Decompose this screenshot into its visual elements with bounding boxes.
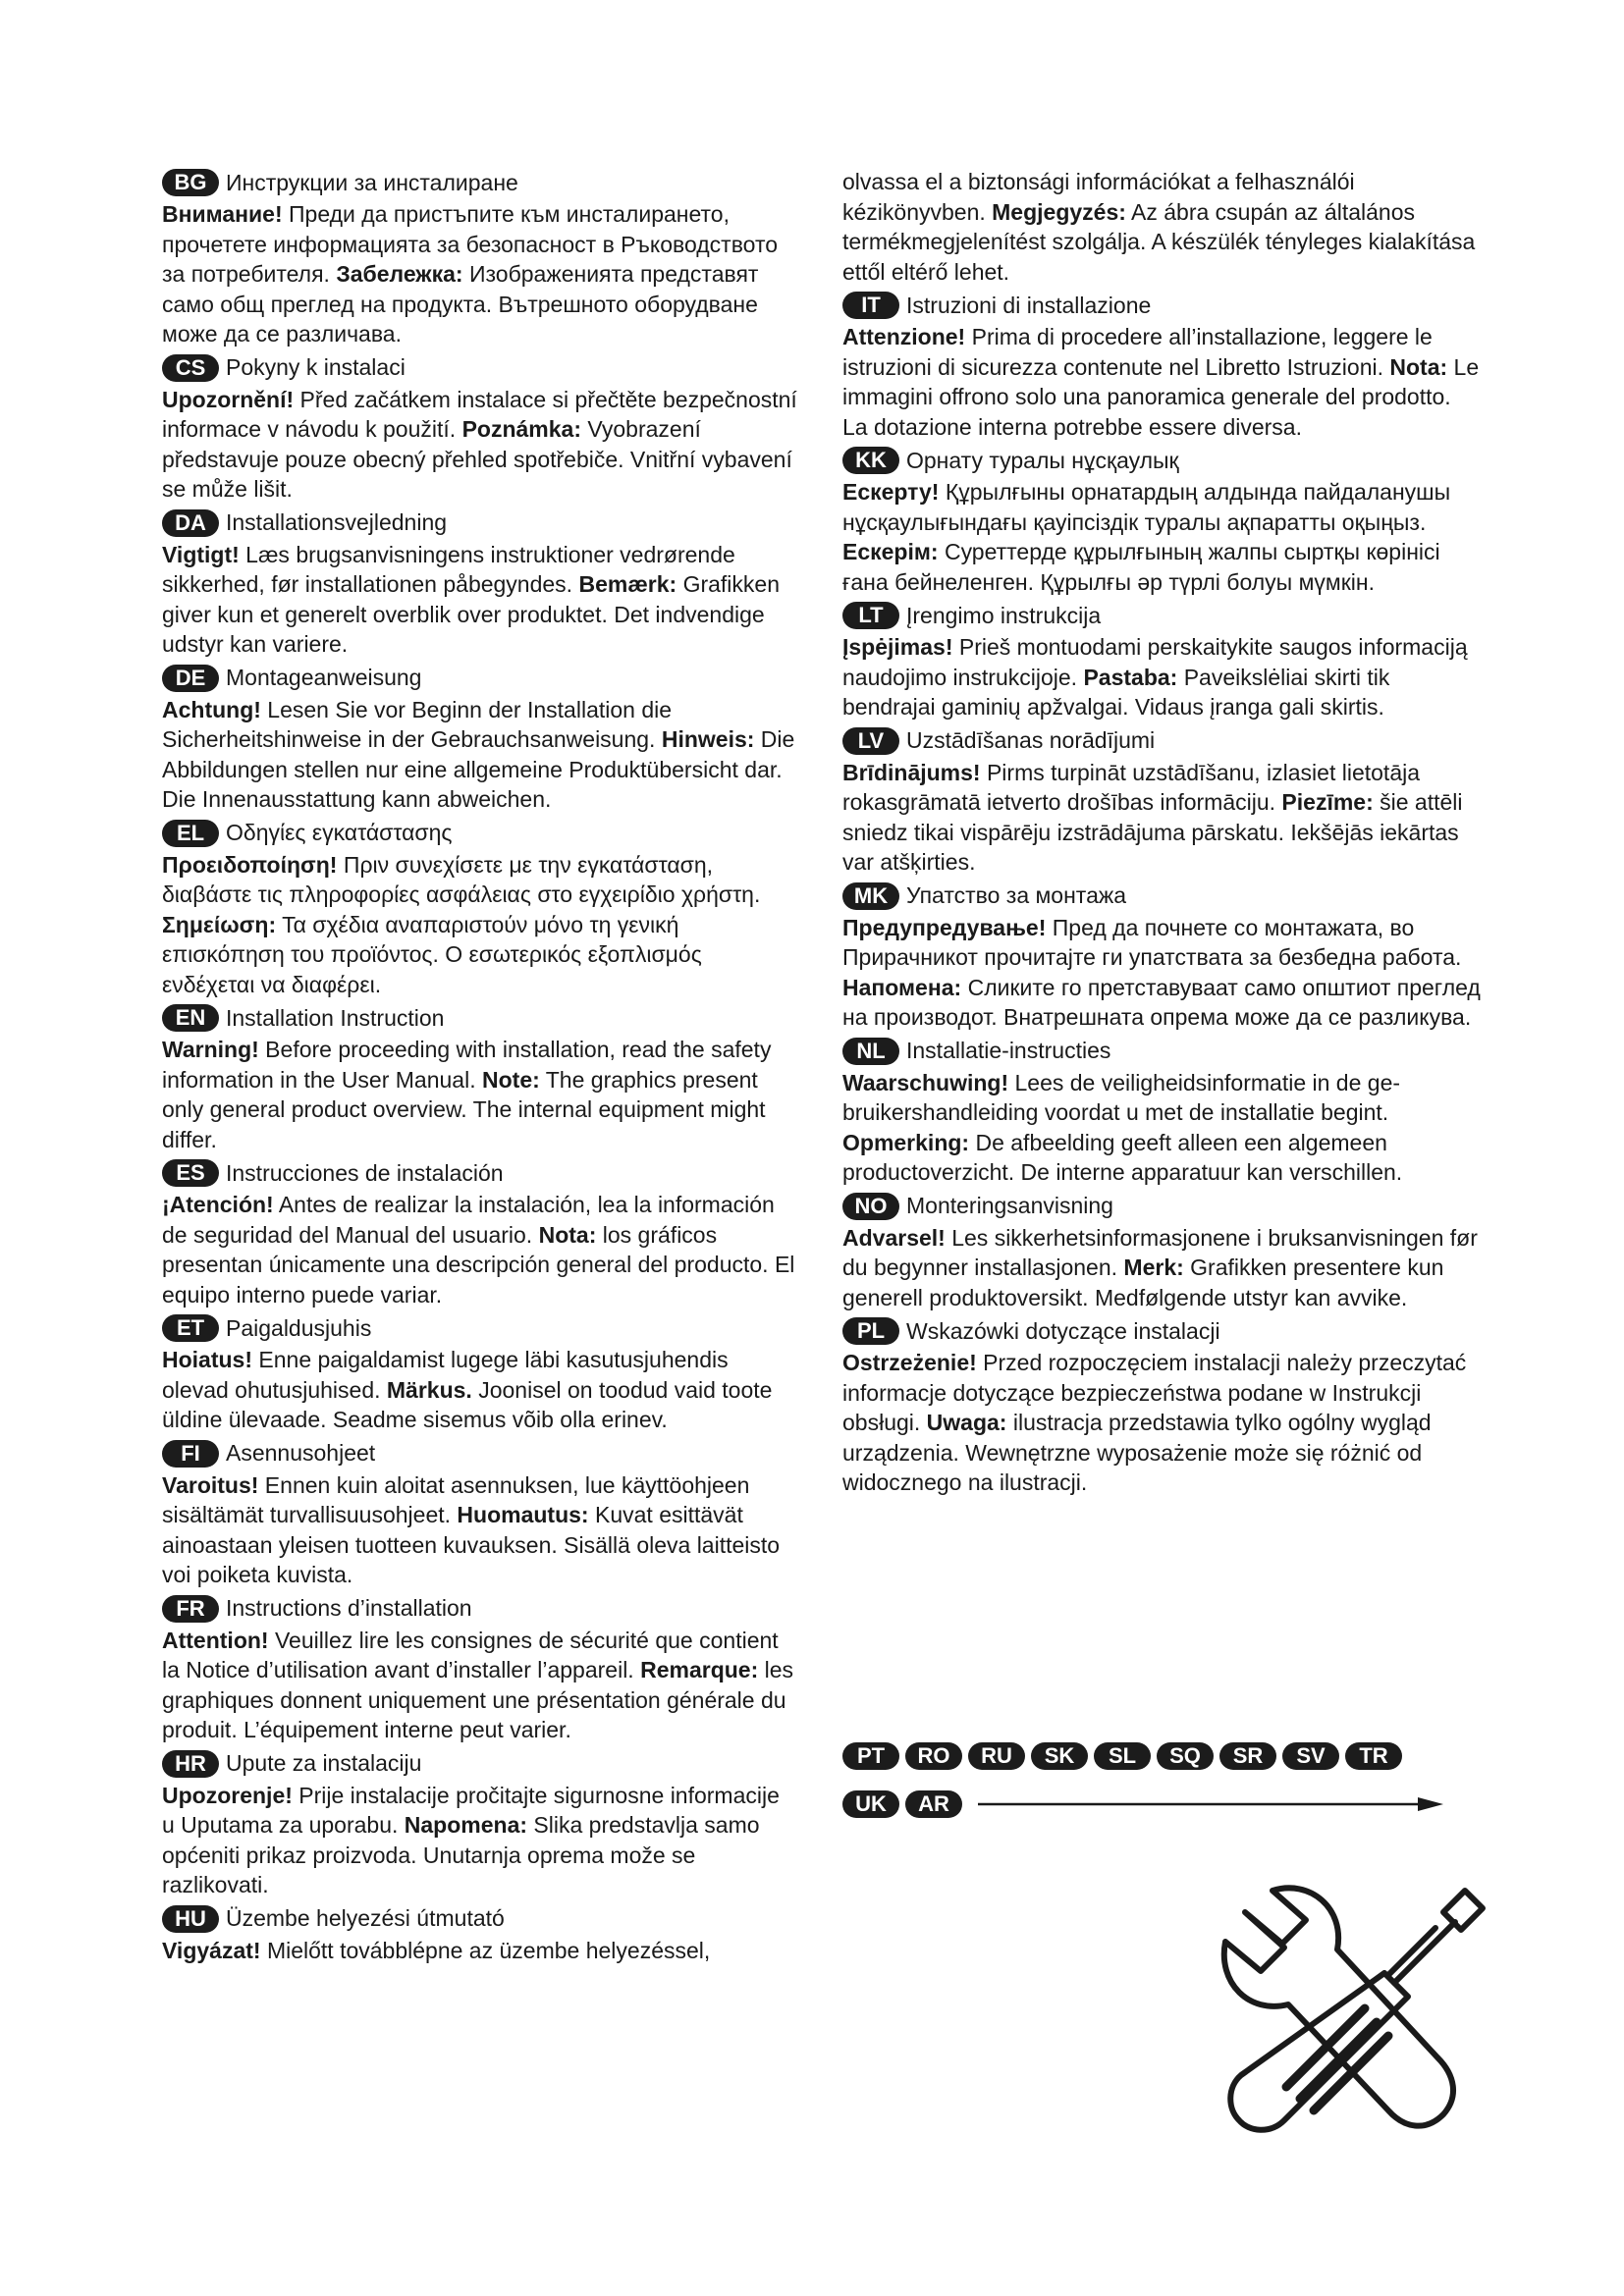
language-badge-sl: SL: [1094, 1742, 1151, 1770]
section-title: Upute za instalaciju: [226, 1750, 422, 1776]
section-body: [162, 850, 798, 1000]
language-badge-sk: SK: [1031, 1742, 1088, 1770]
section-lv: [842, 725, 1481, 878]
section-lt: [842, 600, 1481, 722]
body-text: Преди да пристъпите към инсталирането, прочетете информацията за безопасност в Ръководството за потребителя.: [162, 201, 779, 287]
section-body: [842, 477, 1481, 597]
language-badge-sr: SR: [1219, 1742, 1276, 1770]
body-text: olvassa el a biztonsági információkat a felhasználói kézikönyvben.: [842, 169, 1355, 225]
body-text: Mielőtt továbblépne az üzembe helyezéssel,: [260, 1937, 711, 1963]
body-text: Lesen Sie vor Beginn der Installation die Sicherheitshinweise in der Gebrauchsanweisung.: [162, 696, 673, 752]
language-badge-ar: AR: [905, 1790, 962, 1818]
bold-label: Merk:: [1123, 1255, 1184, 1280]
language-badge-sv: SV: [1282, 1742, 1339, 1770]
bold-label: Įspėjimas!: [842, 634, 953, 660]
section-heading: [162, 1002, 798, 1034]
language-badge-lt: LT: [842, 602, 899, 629]
bold-label: Attenzione!: [842, 324, 966, 349]
left-column: [162, 167, 798, 1968]
body-text: Before proceeding with installation, read the safety information in the User Manual.: [162, 1037, 772, 1093]
language-badge-bg: BG: [162, 169, 219, 196]
bold-label: Σημείωση:: [162, 911, 277, 937]
body-text: Пред да почнете со монтажата, во Прирачникот прочитајте ги упатствата за безбедна работа.: [842, 914, 1462, 970]
bold-label: Brīdinājums!: [842, 759, 981, 785]
bold-label: Uwaga:: [926, 1410, 1007, 1435]
body-text: Grafikken presentere kun generell produktoversikt. Medfølgende utstyr kan avvike.: [842, 1255, 1444, 1310]
section-hu: [162, 1903, 798, 1966]
section-da: [162, 507, 798, 660]
section-it: [842, 290, 1481, 442]
body-text: Изображенията представят само общ преглед на продукта. Вътрешното оборудване може да се различава.: [162, 261, 759, 347]
section-heading: [842, 1315, 1481, 1347]
body-text: Enne paigaldamist lugege läbi kasutusjuhendis olevad ohutusjuhised.: [162, 1347, 729, 1403]
section-title: Wskazówki dotyczące instalacji: [906, 1317, 1220, 1344]
language-badge-no: NO: [842, 1193, 899, 1220]
section-title: Istruzioni di installazione: [906, 292, 1152, 318]
body-text: Le immagini offrono solo una panoramica generale del prodotto. La dotazione interna potrebbe essere diversa.: [842, 353, 1480, 440]
hu-section-continuation: [842, 167, 1481, 287]
section-title: Uzstādīšanas norādījumi: [906, 727, 1156, 753]
bold-label: Bemærk:: [578, 571, 677, 597]
bold-label: Achtung!: [162, 696, 261, 722]
bold-label: Piezīme:: [1281, 789, 1374, 815]
language-badge-kk: KK: [842, 447, 899, 474]
language-badge-tr: TR: [1345, 1742, 1402, 1770]
section-heading: [162, 167, 798, 198]
bold-label: Внимание!: [162, 201, 283, 227]
section-body: [162, 385, 798, 505]
section-heading: [162, 1903, 798, 1935]
body-text: De afbeelding geeft alleen een algemeen productoverzicht. De interne apparatuur kan verschillen.: [842, 1129, 1403, 1185]
section-heading: [842, 290, 1481, 321]
language-badge-it: IT: [842, 292, 899, 319]
section-en: [162, 1002, 798, 1154]
section-body: [162, 1190, 798, 1309]
section-heading: [842, 881, 1481, 912]
section-heading: [162, 1748, 798, 1780]
section-de: [162, 663, 798, 815]
bold-label: Ostrzeżenie!: [842, 1350, 977, 1375]
section-title: Орнату туралы нұсқаулық: [906, 447, 1179, 473]
bold-label: Poznámka:: [461, 416, 581, 442]
section-fi: [162, 1438, 798, 1590]
bold-label: ¡Atención!: [162, 1192, 274, 1217]
body-text: Сликите го претставуваат само општиот преглед на производот. Внатрешната опрема може да се разликува.: [842, 974, 1481, 1030]
body-text: Kuvat esittävät ainoastaan yleisen tuotteen kuvauksen. Sisällä oleva laitteisto voi poiketa kuvista.: [162, 1502, 781, 1587]
section-title: Üzembe helyezési útmutató: [226, 1905, 505, 1931]
bold-label: Remarque:: [640, 1657, 759, 1682]
language-badge-el: EL: [162, 820, 219, 847]
bold-label: Waarschuwing!: [842, 1069, 1009, 1095]
bold-label: Varoitus!: [162, 1471, 259, 1498]
bold-label: Ескерту!: [842, 479, 940, 505]
body-text: Veuillez lire les consignes de sécurité que contient la Notice d’utilisation avant d’installer l’appareil.: [162, 1627, 779, 1682]
section-kk: [842, 445, 1481, 597]
body-text: Před začátkem instalace si přečtěte bezpečnostní informace v návodu k použití.: [162, 386, 797, 442]
section-heading: [842, 600, 1481, 631]
language-badge-pt: PT: [842, 1742, 899, 1770]
wrench-screwdriver-icon: [1216, 1883, 1490, 2163]
body-text: los gráficos presentan únicamente una descripción general del producto. El equipo interno puede variar.: [162, 1221, 795, 1308]
section-heading: [162, 507, 798, 539]
section-body: [162, 1345, 798, 1435]
body-text: Πριν συνεχίσετε με την εγκατάσταση, διαβάστε τις πληροφορίες ασφάλειας στο εγχειρίδιο χρήστη.: [162, 851, 761, 907]
bold-label: Upozorenje!: [162, 1782, 293, 1808]
language-badge-row-2: [842, 1784, 1490, 1825]
body-text: Die Abbildungen stellen nur eine allgemeine Produktübersicht dar. Die Innenausstattung kann abweichen.: [162, 726, 795, 812]
body-text: Prieš montuodami perskaitykite saugos informaciją naudojimo instrukcijoje.: [842, 634, 1468, 690]
section-title: Monteringsanvisning: [906, 1193, 1113, 1218]
language-badge-de: DE: [162, 665, 219, 692]
language-badge-sq: SQ: [1157, 1742, 1214, 1770]
bold-label: Megjegyzés:: [992, 198, 1126, 225]
body-text: Grafikken giver kun et generelt overblik over produktet. Det indvendige udstyr kan variere.: [162, 571, 781, 657]
section-body: [162, 1936, 798, 1966]
body-text: Slika predstavlja samo općeniti prikaz proizvoda. Unutarnja oprema može se razlikovati.: [162, 1812, 760, 1897]
language-badge-cs: CS: [162, 354, 219, 382]
section-title: Pokyny k instalaci: [226, 354, 406, 380]
section-el: [162, 818, 798, 1000]
language-badge-ro: RO: [905, 1742, 962, 1770]
section-body: [842, 1348, 1481, 1498]
language-badge-mk: MK: [842, 882, 899, 910]
section-heading: [162, 663, 798, 694]
section-body: [842, 632, 1481, 722]
body-text: Ennen kuin aloitat asennuksen, lue käyttöohjeen sisältämät turvallisuusohjeet.: [162, 1471, 750, 1527]
bold-label: Nota:: [1389, 353, 1448, 380]
section-pl: [842, 1315, 1481, 1498]
section-heading: [842, 1191, 1481, 1222]
body-text: Przed rozpoczęciem instalacji należy przeczytać informacje dotyczące bezpieczeństwa podane w Instrukcji obsługi.: [842, 1350, 1467, 1435]
section-body: [162, 695, 798, 815]
body-text: Antes de realizar la instalación, lea la información de seguridad del Manual del usuario.: [162, 1192, 775, 1248]
section-hr: [162, 1748, 798, 1900]
body-text: šie attēli sniedz tikai vispārēju izstrādājuma pārskatu. Iekšējās iekārtas var atšķirties.: [842, 789, 1463, 875]
section-title: Installationsvejledning: [226, 509, 448, 535]
section-heading: [162, 818, 798, 849]
bold-label: Upozornění!: [162, 386, 295, 412]
bold-label: Забележка:: [336, 261, 463, 287]
bold-label: Pastaba:: [1083, 664, 1178, 690]
body-text: Pirms turpināt uzstādīšanu, izlasiet lietotāja rokasgrāmatā ietverto drošības informāciju.: [842, 759, 1421, 815]
body-text: Paveikslėliai skirti tik bendrajai gaminių apžvalgai. Vidaus įranga gali skirtis.: [842, 664, 1390, 720]
bold-label: Hoiatus!: [162, 1347, 252, 1372]
section-title: Инструкции за инсталиране: [226, 169, 518, 195]
section-heading: [162, 352, 798, 384]
language-badge-da: DA: [162, 509, 219, 537]
bold-label: Warning!: [162, 1037, 259, 1062]
body-text: The graphics present only general product overview. The internal equipment might differ.: [162, 1066, 766, 1152]
section-title: Οδηγίες εγκατάστασης: [226, 820, 453, 845]
bold-label: Vigyázat!: [162, 1937, 261, 1963]
body-text: Суреттерде құрылғының жалпы сыртқы көрінісі ғана бейнеленген. Құрылғы әр түрлі болуы мүмкін.: [842, 539, 1440, 595]
section-body: [162, 1035, 798, 1154]
section-fr: [162, 1593, 798, 1745]
language-badge-fi: FI: [162, 1440, 219, 1468]
language-badge-lv: LV: [842, 727, 899, 755]
section-body: [162, 540, 798, 660]
body-text: ilustracja przedstawia tylko ogólny wygląd urządzenia. Wewnętrzne wyposażenie może się różnić od widocznego na ilustracji.: [842, 1410, 1432, 1495]
section-nl: [842, 1036, 1481, 1188]
bold-label: Huomautus:: [457, 1502, 589, 1527]
language-badge-row-1: [842, 1735, 1490, 1777]
bold-label: Προειδοποίηση!: [162, 851, 338, 878]
bold-label: Vigtigt!: [162, 541, 240, 567]
language-badge-uk: UK: [842, 1790, 899, 1818]
language-badge-es: ES: [162, 1159, 219, 1187]
section-body: [162, 1781, 798, 1900]
bold-label: Märkus.: [386, 1376, 472, 1403]
section-body: [842, 913, 1481, 1033]
body-text: Joonisel on toodud vaid toote üldine ülevaade. Seadme sisemus võib olla erinev.: [162, 1376, 773, 1432]
section-mk: [842, 881, 1481, 1033]
section-body: [162, 1470, 798, 1590]
body-text: Құрылғыны орнатардың алдында пайдаланушы нұсқаулығындағы қауіпсіздік туралы ақпаратты оқыңыз.: [842, 479, 1451, 535]
body-text: Les sikkerhetsinformasjonene i bruksanvisningen før du begynner installasjonen.: [842, 1224, 1478, 1280]
body-text: Vyobrazení představuje pouze obecný přehled spotřebiče. Vnitřní vybavení se může lišit.: [162, 416, 792, 502]
bold-label: Napomena:: [404, 1812, 528, 1838]
section-title: Asennusohjeet: [226, 1440, 376, 1466]
body-text: Prima di procedere all’installazione, leggere le istruzioni di sicurezza contenute nel Libretto Istruzioni.: [842, 324, 1433, 380]
section-heading: [842, 725, 1481, 757]
section-body: [162, 1626, 798, 1745]
bold-label: Advarsel!: [842, 1224, 946, 1251]
language-badge-nl: NL: [842, 1038, 899, 1065]
section-heading: [162, 1438, 798, 1469]
language-badge-hr: HR: [162, 1750, 219, 1778]
section-heading: [162, 1312, 798, 1344]
bold-label: Hinweis:: [661, 726, 755, 752]
language-badge-hu: HU: [162, 1905, 219, 1933]
language-badge-ru: RU: [968, 1742, 1025, 1770]
section-body: [162, 199, 798, 349]
bold-label: Напомена:: [842, 974, 962, 1000]
body-text: Læs brugsanvisningens instruktioner vedrørende sikkerhed, før installationen påbegyndes.: [162, 541, 735, 597]
section-title: Paigaldusjuhis: [226, 1314, 372, 1341]
section-heading: [162, 1593, 798, 1625]
language-badge-pl: PL: [842, 1317, 899, 1345]
bold-label: Nota:: [538, 1221, 597, 1248]
bold-label: Note:: [482, 1066, 540, 1093]
section-title: Įrengimo instrukcija: [906, 602, 1102, 628]
section-body: [842, 758, 1481, 878]
section-heading: [842, 445, 1481, 476]
section-cs: [162, 352, 798, 505]
body-text: les graphiques donnent uniquement une présentation générale du produit. L’équipement interne peut varier.: [162, 1657, 794, 1742]
body-text: Az ábra csupán az általános termékmegjelenítést szolgálja. A készülék tényleges kialakítása ettől eltérő lehet.: [842, 198, 1476, 285]
section-body: [842, 1068, 1481, 1188]
body-text: Τα σχέδια αναπαριστούν μόνο τη γενική επισκόπηση του προϊόντος. Ο εσωτερικός εξοπλισμός ενδέχεται να διαφέρει.: [162, 911, 702, 997]
section-es: [162, 1157, 798, 1309]
right-column: [842, 167, 1481, 1501]
section-heading: [842, 1036, 1481, 1067]
section-title: Montageanweisung: [226, 665, 422, 690]
section-no: [842, 1191, 1481, 1313]
section-title: Instructions d’installation: [226, 1595, 472, 1621]
body-text: Lees de veiligheidsinformatie in de gebruikershandleiding voordat u met de installatie begint.: [842, 1069, 1401, 1125]
bold-label: Ескерім:: [842, 539, 939, 564]
section-title: Installatie-instructies: [906, 1038, 1111, 1063]
section-title: Instrucciones de instalación: [226, 1159, 504, 1186]
language-badge-et: ET: [162, 1314, 219, 1342]
section-title: Упатство за монтажа: [906, 882, 1127, 908]
language-badge-fr: FR: [162, 1595, 219, 1623]
bold-label: Opmerking:: [842, 1129, 970, 1155]
section-body: [842, 1223, 1481, 1313]
language-badge-en: EN: [162, 1004, 219, 1032]
bold-label: Attention!: [162, 1627, 269, 1653]
section-et: [162, 1312, 798, 1435]
right-arrow-icon: [974, 1792, 1445, 1816]
bold-label: Предупредување!: [842, 914, 1047, 940]
more-languages: [842, 1735, 1490, 1832]
section-bg: [162, 167, 798, 349]
body-text: Prije instalacije pročitajte sigurnosne informacije u Uputama za uporabu.: [162, 1782, 780, 1838]
section-body: [842, 322, 1481, 442]
section-heading: [162, 1157, 798, 1189]
section-title: Installation Instruction: [226, 1004, 445, 1031]
